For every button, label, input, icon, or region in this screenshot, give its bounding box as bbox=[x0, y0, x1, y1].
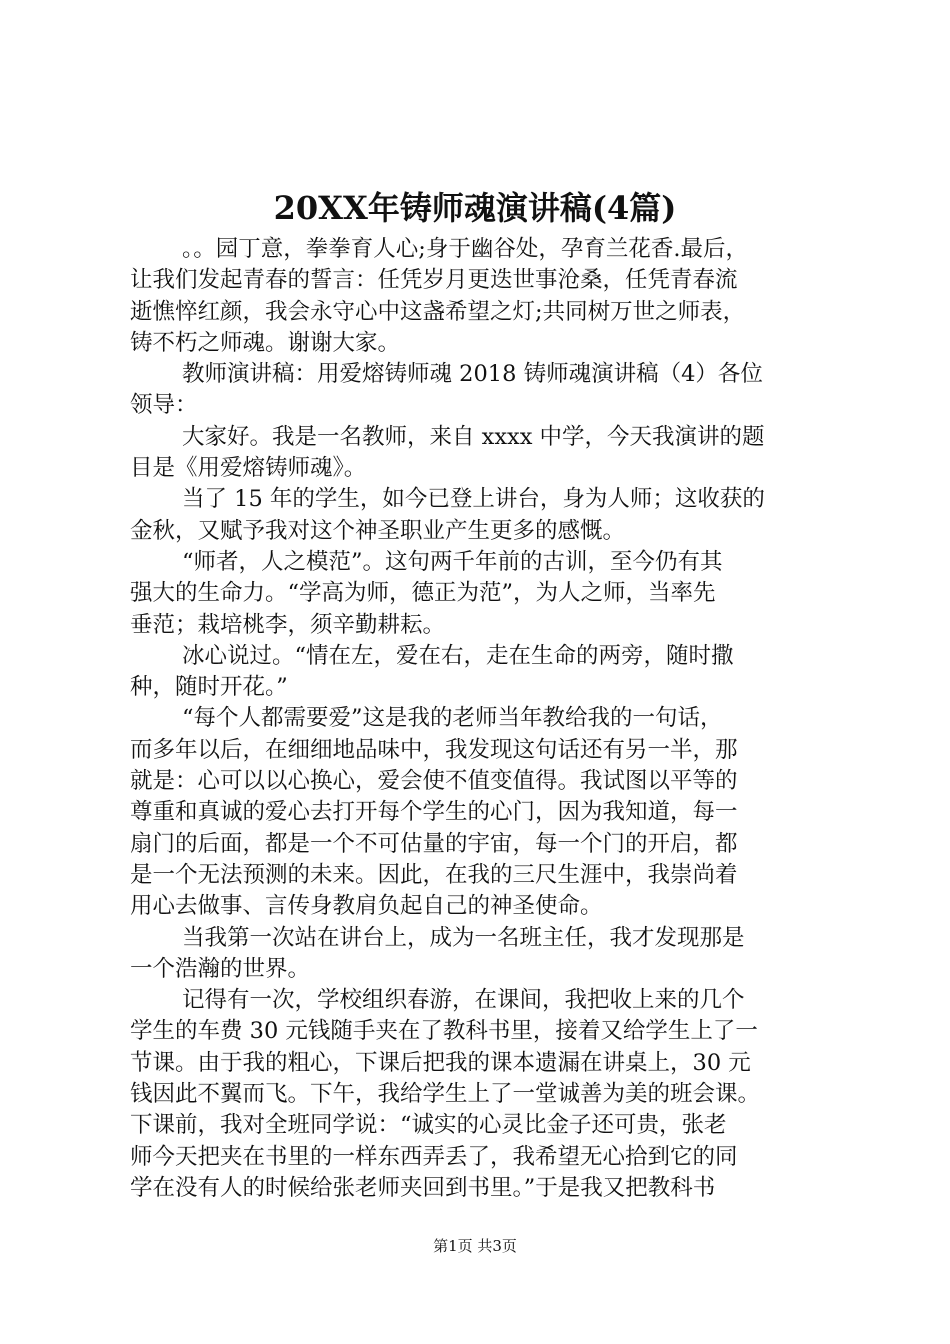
text-line: 种，随时开花。” bbox=[130, 674, 288, 701]
text-line: 一个浩瀚的世界。 bbox=[130, 955, 311, 982]
text-line: 用心去做事、言传身教肩负起自己的神圣使命。 bbox=[130, 893, 603, 920]
text-line: 让我们发起青春的誓言：任凭岁月更迭世事沧桑，任凭青春流 bbox=[130, 267, 738, 294]
text-line: 强大的生命力。“学高为师，德正为范”，为人之师，当率先 bbox=[130, 580, 716, 607]
text-line: “每个人都需要爱”这是我的老师当年教给我的一句话， bbox=[182, 705, 723, 732]
page-footer: 第1页 共3页 bbox=[433, 1237, 517, 1255]
document-body bbox=[130, 234, 836, 1204]
text-line: 记得有一次，学校组织春游，在课间，我把收上来的几个 bbox=[182, 987, 745, 1014]
text-line: 垂范；栽培桃李，须辛勤耕耘。 bbox=[130, 611, 446, 638]
text-line: 教师演讲稿：用爱熔铸师魂 2018 铸师魂演讲稿（4）各位 bbox=[182, 361, 763, 388]
document-title: 20XX年铸师魂演讲稿(4篇) bbox=[273, 189, 677, 227]
text-line: 钱因此不翼而飞。下午，我给学生上了一堂诚善为美的班会课。 bbox=[130, 1081, 761, 1108]
text-line: 。。园丁意，拳拳育人心;身于幽谷处，孕育兰花香.最后， bbox=[182, 236, 748, 262]
text-line: “师者，人之模范”。这句两千年前的古训，至今仍有其 bbox=[182, 548, 723, 575]
text-line: 是一个无法预测的未来。因此，在我的三尺生涯中，我崇尚着 bbox=[130, 861, 738, 888]
text-line: 当了 15 年的学生，如今已登上讲台，身为人师；这收获的 bbox=[182, 486, 765, 513]
text-line: 而多年以后，在细细地品味中，我发现这句话还有另一半，那 bbox=[130, 736, 738, 763]
text-line: 金秋，又赋予我对这个神圣职业产生更多的感慨。 bbox=[130, 517, 626, 544]
text-line: 大家好。我是一名教师，来自 xxxx 中学，今天我演讲的题 bbox=[182, 423, 765, 450]
text-line: 领导： bbox=[130, 392, 198, 419]
text-line: 冰心说过。“情在左，爱在右，走在生命的两旁，随时撒 bbox=[182, 642, 734, 669]
text-line: 扇门的后面，都是一个不可估量的宇宙，每一个门的开启，都 bbox=[130, 830, 738, 857]
text-line: 尊重和真诚的爱心去打开每个学生的心门，因为我知道，每一 bbox=[130, 799, 738, 826]
text-line: 节课。由于我的粗心，下课后把我的课本遗漏在讲桌上，30 元 bbox=[130, 1049, 751, 1076]
text-line: 当我第一次站在讲台上，成为一名班主任，我才发现那是 bbox=[182, 924, 745, 951]
text-line: 下课前，我对全班同学说：“诚实的心灵比金子还可贵，张老 bbox=[130, 1112, 727, 1139]
text-line: 就是：心可以以心换心，爱会使不值变值得。我试图以平等的 bbox=[130, 768, 738, 795]
text-line: 目是《用爱熔铸师魂》。 bbox=[130, 455, 367, 482]
text-line: 逝憔悴红颜，我会永守心中这盏希望之灯;共同树万世之师表， bbox=[130, 298, 746, 325]
text-line: 学在没有人的时候给张老师夹回到书里。”于是我又把教科书 bbox=[130, 1174, 716, 1201]
text-line: 学生的车费 30 元钱随手夹在了教科书里，接着又给学生上了一 bbox=[130, 1018, 758, 1045]
text-line: 师今天把夹在书里的一样东西弄丢了，我希望无心拾到它的同 bbox=[130, 1143, 738, 1170]
text-line: 铸不朽之师魂。谢谢大家。 bbox=[130, 329, 401, 356]
